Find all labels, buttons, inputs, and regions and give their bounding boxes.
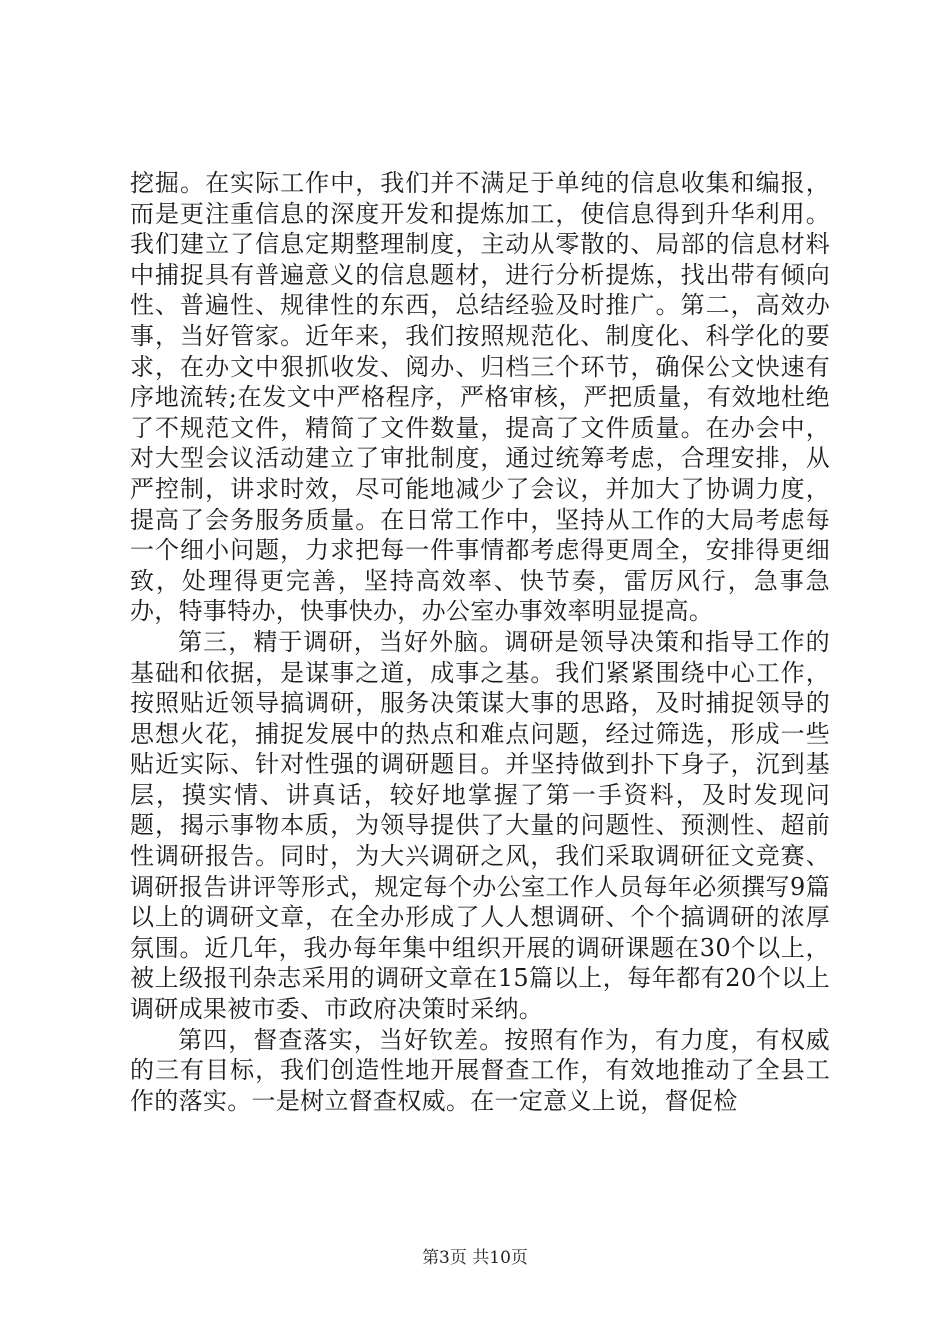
document-body [130, 168, 830, 1116]
paragraph-2: 第三，精于调研，当好外脑。调研是领导决策和指导工作的基础和依据，是谋事之道，成事之基。我们紧紧围绕中心工作，按照贴近领导搞调研，服务决策谋大事的思路，及时捕捉领导的思想火花，捕捉发展中的热点和难点问题，经过筛选，形成一些贴近实际、针对性强的调研题目。并坚持做到扑下身子，沉到基层，摸实情、讲真话，较好地掌握了第一手资料，及时发现问题，揭示事物本质，为领导提供了大量的问题性、预测性、超前性调研报告。同时，为大兴调研之风，我们采取调研征文竞赛、调研报告讲评等形式，规定每个办公室工作人员每年必须撰写9篇以上的调研文章，在全办形成了人人想调研、个个搞调研的浓厚氛围。近几年，我办每年集中组织开展的调研课题在30个以上，被上级报刊杂志采用的调研文章在15篇以上，每年都有20个以上调研成果被市委、市政府决策时采纳。 [130, 627, 830, 1024]
paragraph-1: 挖掘。在实际工作中，我们并不满足于单纯的信息收集和编报，而是更注重信息的深度开发和提炼加工，使信息得到升华利用。我们建立了信息定期整理制度，主动从零散的、局部的信息材料中捕捉具有普遍意义的信息题材，进行分析提炼，找出带有倾向性、普遍性、规律性的东西，总结经验及时推广。第二，高效办事，当好管家。近年来，我们按照规范化、制度化、科学化的要求，在办文中狠抓收发、阅办、归档三个环节，确保公文快速有序地流转;在发文中严格程序，严格审核，严把质量，有效地杜绝了不规范文件，精简了文件数量，提高了文件质量。在办会中，对大型会议活动建立了审批制度，通过统筹考虑，合理安排，从严控制，讲求时效，尽可能地减少了会议，并加大了协调力度，提高了会务服务质量。在日常工作中，坚持从工作的大局考虑每一个细小问题，力求把每一件事情都考虑得更周全，安排得更细致，处理得更完善，坚持高效率、快节奏，雷厉风行，急事急办，特事特办，快事快办，办公室办事效率明显提高。 [130, 169, 830, 626]
page-number-footer: 第3页 共10页 [422, 1248, 528, 1268]
paragraph-3: 第四，督查落实，当好钦差。按照有作为，有力度，有权威的三有目标，我们创造性地开展督查工作，有效地推动了全县工作的落实。一是树立督查权威。在一定意义上说，督促检 [130, 1025, 830, 1115]
